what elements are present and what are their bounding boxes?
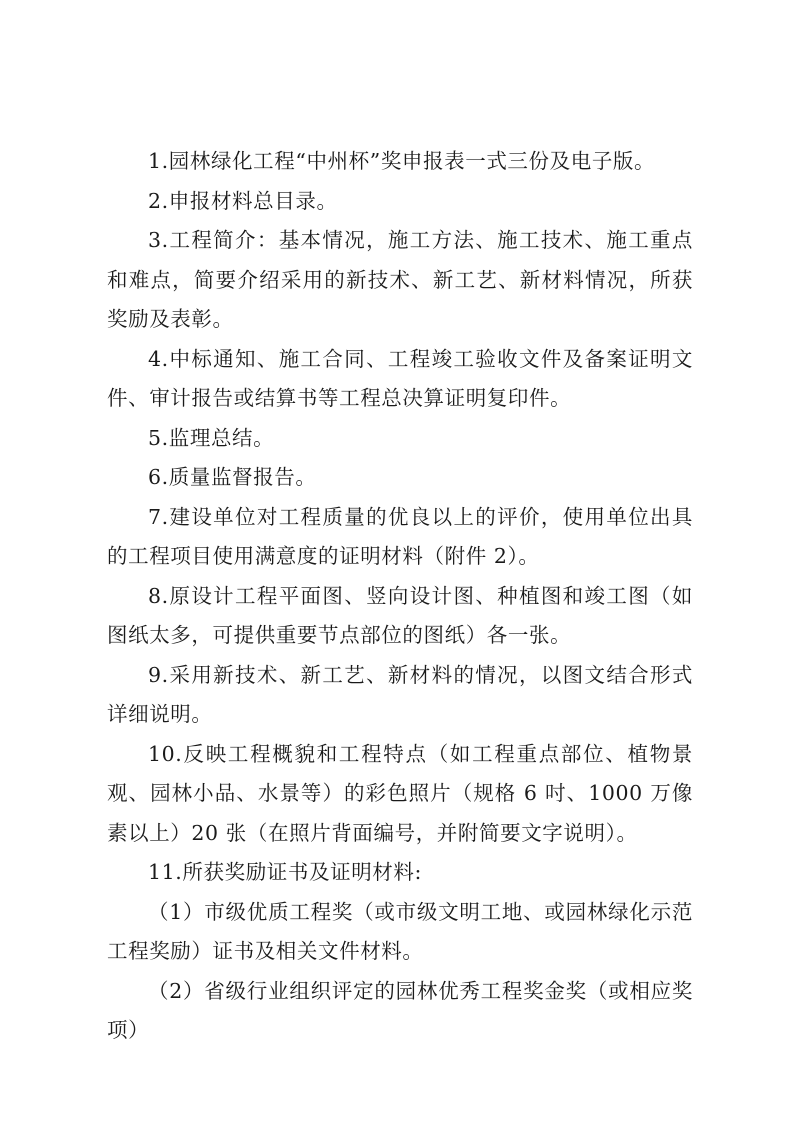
list-item-8: 8.原设计工程平面图、竖向设计图、种植图和竣工图（如图纸太多，可提供重要节点部位的图纸）各一张。 (107, 583, 693, 647)
list-item-10: 10.反映工程概貌和工程特点（如工程重点部位、植物景观、园林小品、水景等）的彩色照片（规格 6 吋、1000 万像素以上）20 张（在照片背面编号，并附简要文字说明）。 (107, 741, 693, 845)
list-item-2: 2.申报材料总目录。 (148, 188, 338, 213)
list-item-4: 4.中标通知、施工合同、工程竣工验收文件及备案证明文件、审计报告或结算书等工程总决算证明复印件。 (107, 346, 693, 410)
sub-item-1: （1）市级优质工程奖（或市级文明工地、或园林绿化示范工程奖励）证书及相关文件材料。 (107, 899, 693, 963)
list-item-6: 6.质量监督报告。 (148, 465, 317, 489)
list-item-1: 1.园林绿化工程“中州杯”奖申报表一式三份及电子版。 (148, 149, 656, 173)
list-item-7: 7.建设单位对工程质量的优良以上的评价，使用单位出具的工程项目使用满意度的证明材料（附件 2）。 (107, 504, 693, 568)
list-item-5: 5.监理总结。 (148, 425, 275, 450)
list-item-3: 3.工程简介：基本情况，施工方法、施工技术、施工重点和难点，简要介绍采用的新技术、新工艺、新材料情况，所获奖励及表彰。 (107, 228, 693, 331)
sub-item-2: （2）省级行业组织评定的园林优秀工程奖金奖（或相应奖项） (107, 978, 693, 1042)
document-body (107, 142, 693, 1051)
list-item-11: 11.所获奖励证书及证明材料: (148, 860, 423, 884)
list-item-9: 9.采用新技术、新工艺、新材料的情况，以图文结合形式详细说明。 (107, 662, 693, 726)
